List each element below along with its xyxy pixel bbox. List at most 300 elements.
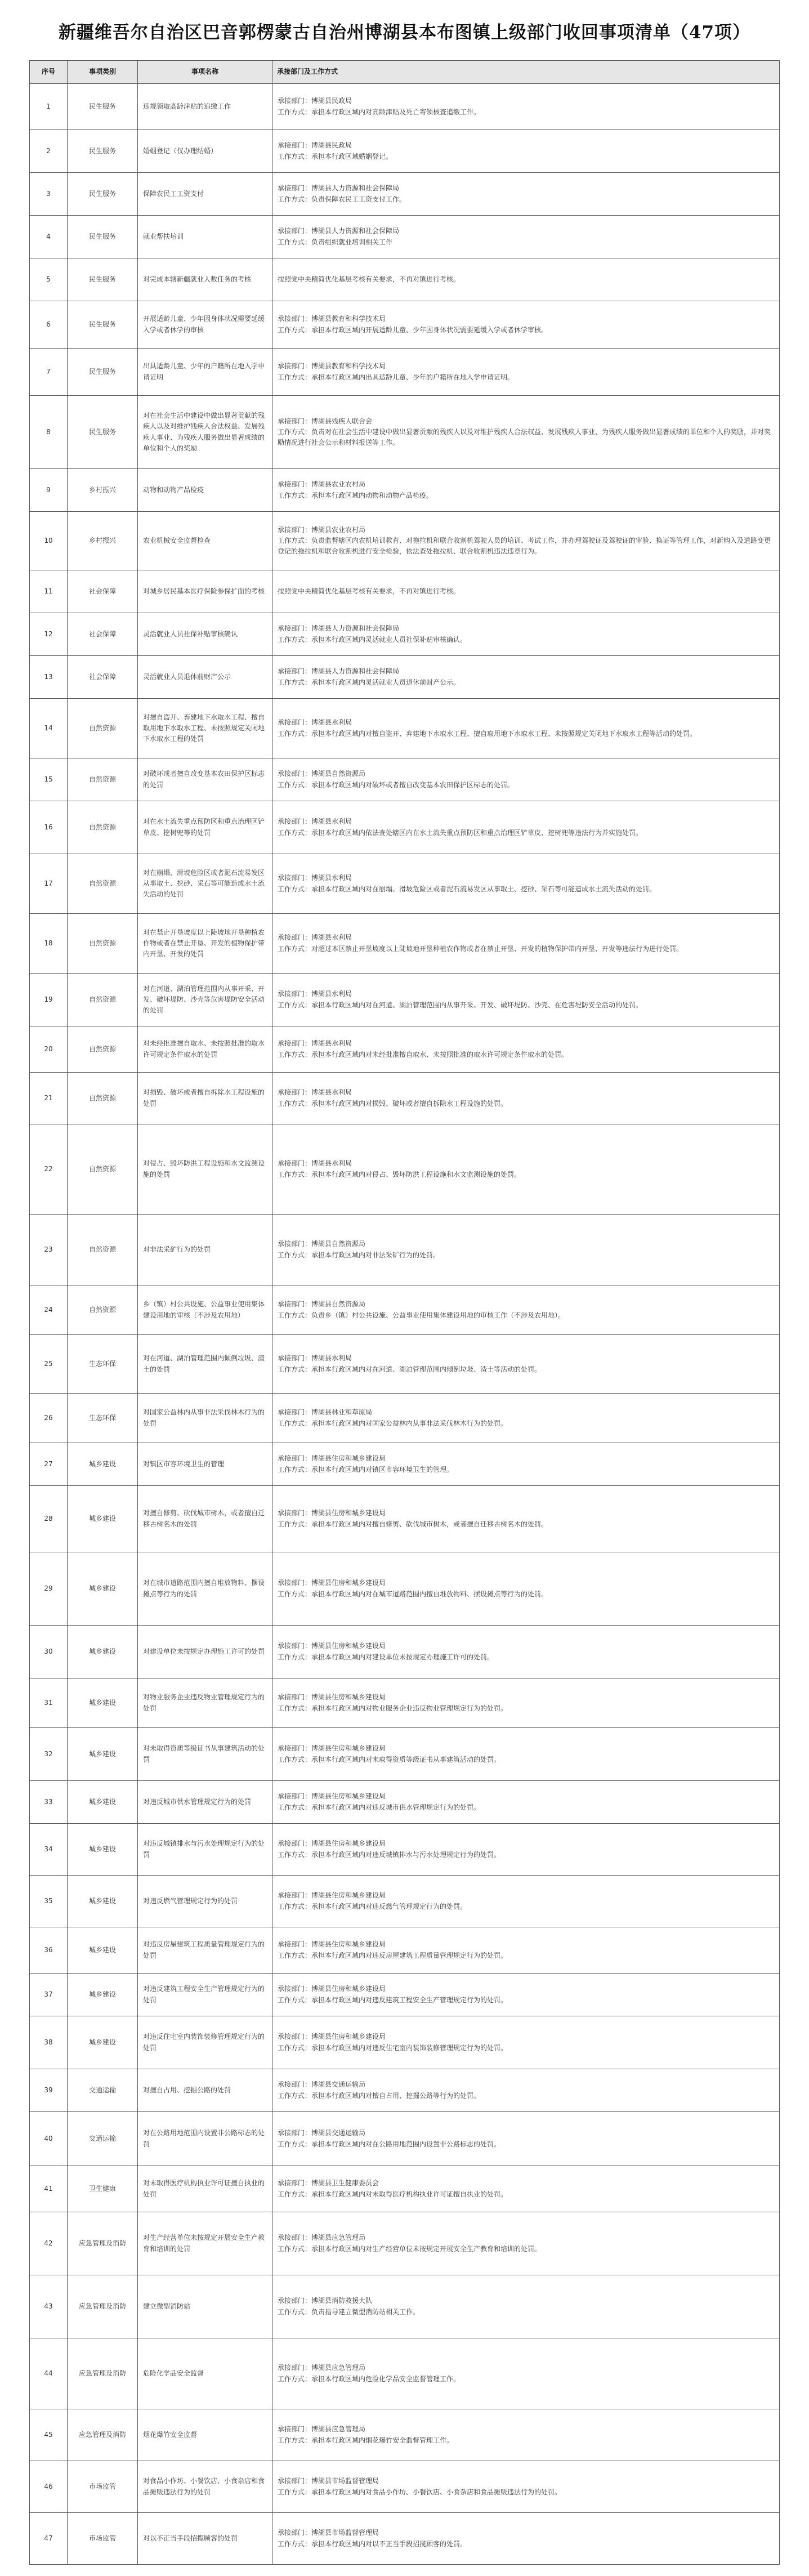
table-row	[30, 2016, 780, 2069]
row-category: 民生服务	[68, 130, 138, 173]
row-method: 工作方式：承担本行政区域内对国家公益林内从事非法采伐林木行为的处罚。	[278, 1419, 508, 1427]
row-dept-cell	[272, 2112, 780, 2166]
row-dept-cell	[272, 469, 780, 512]
row-dept-cell	[272, 1781, 780, 1824]
row-category: 交通运输	[68, 2112, 138, 2166]
row-category: 自然资源	[68, 1026, 138, 1073]
row-item-name: 危险化学品安全监督	[138, 2338, 272, 2409]
row-dept: 承接部门：博湖县住房和城乡建设局	[278, 1579, 386, 1587]
header-name: 事项名称	[138, 61, 272, 84]
row-method: 工作方式：承担本行政区域内灵活就业人员社保补贴审核确认。	[278, 635, 467, 644]
row-dept-cell	[272, 1285, 780, 1335]
row-number: 17	[30, 854, 68, 914]
row-number: 18	[30, 914, 68, 974]
row-category: 城乡建设	[68, 1552, 138, 1626]
table-header-row	[30, 61, 780, 84]
row-dept: 承接部门：博湖县住房和城乡建设局	[278, 2033, 386, 2041]
row-number: 13	[30, 656, 68, 699]
row-dept-cell	[272, 914, 780, 974]
row-method: 工作方式：承担本行政区域内对违反燃气管理规定行为的处罚。	[278, 1902, 467, 1910]
row-number: 30	[30, 1626, 68, 1678]
row-dept-cell	[272, 613, 780, 656]
row-dept: 承接部门：博湖县住房和城乡建设局	[278, 1840, 386, 1848]
row-category: 生态环保	[68, 1335, 138, 1394]
row-method: 工作方式：承担本行政区域婚姻登记。	[278, 152, 393, 160]
row-dept: 承接部门：博湖县民政局	[278, 97, 352, 105]
table-row	[30, 469, 780, 512]
row-dept: 承接部门：博湖县应急管理局	[278, 2425, 366, 2434]
row-number: 32	[30, 1728, 68, 1781]
row-dept: 承接部门：博湖县林业和草原局	[278, 1408, 373, 1417]
row-dept-cell	[272, 2513, 780, 2565]
row-category: 社会保障	[68, 570, 138, 613]
row-category: 民生服务	[68, 301, 138, 349]
row-dept-cell	[272, 301, 780, 349]
row-item-name: 对在城市道路范围内擅自堆放物料、摆设摊点等行为的处罚	[138, 1552, 272, 1626]
row-item-name: 对在河道、湖泊管理范围内倾倒垃圾、渣土的处罚	[138, 1335, 272, 1394]
row-number: 38	[30, 2016, 68, 2069]
table-row	[30, 1876, 780, 1927]
table-row	[30, 1781, 780, 1824]
row-dept: 承接部门：博湖县住房和城乡建设局	[278, 1744, 386, 1753]
row-dept: 承接部门：博湖县住房和城乡建设局	[278, 1509, 386, 1517]
row-category: 自然资源	[68, 801, 138, 854]
row-dept: 承接部门：博湖县水利局	[278, 1354, 352, 1363]
row-number: 8	[30, 396, 68, 469]
row-category: 城乡建设	[68, 1781, 138, 1824]
row-method: 工作方式：承担本行政区域内对在城市道路范围内擅自堆放物料、摆设摊点等行为的处罚。	[278, 1590, 548, 1598]
row-dept: 承接部门：博湖县住房和城乡建设局	[278, 1792, 386, 1801]
row-category: 自然资源	[68, 1285, 138, 1335]
row-dept-cell	[272, 1927, 780, 1974]
row-method: 按照党中央精简优化基层考核有关要求，不再对镇进行考核。	[278, 587, 461, 595]
row-method: 工作方式：承担本行政区域内对高龄津贴及死亡寄领核查追缴工作。	[278, 108, 481, 116]
row-method: 工作方式：承担本行政区域内对未取得医疗机构执业许可证擅自执业的处罚。	[278, 2190, 508, 2198]
table-row	[30, 84, 780, 130]
row-dept-cell	[272, 758, 780, 801]
row-method: 工作方式：承担本行政区域内开展适龄儿童、少年因身体状况需要延缓入学或者休学审核。	[278, 325, 548, 334]
row-number: 21	[30, 1073, 68, 1124]
row-category: 城乡建设	[68, 1974, 138, 2016]
row-dept: 承接部门：博湖县水利局	[278, 1088, 352, 1097]
table-row	[30, 1394, 780, 1443]
row-dept-cell	[272, 1394, 780, 1443]
row-number: 2	[30, 130, 68, 173]
row-dept: 承接部门：博湖县住房和城乡建设局	[278, 1642, 386, 1650]
row-dept: 承接部门：博湖县农业农村局	[278, 525, 366, 534]
row-dept-cell	[272, 2069, 780, 2112]
row-category: 应急管理及消防	[68, 2212, 138, 2275]
row-item-name: 婚姻登记（仅办理结婚）	[138, 130, 272, 173]
row-category: 民生服务	[68, 258, 138, 301]
row-number: 35	[30, 1876, 68, 1927]
table-row	[30, 512, 780, 570]
row-number: 26	[30, 1394, 68, 1443]
table-row	[30, 258, 780, 301]
row-category: 交通运输	[68, 2069, 138, 2112]
table-row	[30, 1026, 780, 1073]
row-dept-cell	[272, 854, 780, 914]
table-row	[30, 1552, 780, 1626]
table-row	[30, 2461, 780, 2513]
row-dept-cell	[272, 1215, 780, 1285]
row-dept-cell	[272, 1552, 780, 1626]
table-row	[30, 2409, 780, 2461]
row-method: 工作方式：承担本行政区域内对建设单位未按规定办理施工许可的处罚。	[278, 1653, 494, 1661]
row-number: 12	[30, 613, 68, 656]
row-item-name: 对物业服务企业违反物业管理规定行为的处罚	[138, 1678, 272, 1728]
row-number: 44	[30, 2338, 68, 2409]
table-row	[30, 2166, 780, 2212]
row-number: 7	[30, 349, 68, 396]
row-category: 城乡建设	[68, 1728, 138, 1781]
row-dept-cell	[272, 1073, 780, 1124]
table-row	[30, 2275, 780, 2338]
table-row	[30, 1285, 780, 1335]
row-method: 工作方式：承担本行政区域内对在河道、湖泊管理范围内从事开采、开发、破坏堤防、沙壳、在危害堤防安全活动的处罚。	[278, 1001, 643, 1009]
row-number: 23	[30, 1215, 68, 1285]
row-number: 41	[30, 2166, 68, 2212]
row-number: 36	[30, 1927, 68, 1974]
row-dept: 承接部门：博湖县人力资源和社会保障局	[278, 184, 400, 193]
table-row	[30, 974, 780, 1026]
row-item-name: 灵活就业人员退休前财产公示	[138, 656, 272, 699]
row-number: 11	[30, 570, 68, 613]
row-number: 29	[30, 1552, 68, 1626]
row-dept: 承接部门：博湖县人力资源和社会保障局	[278, 624, 400, 633]
row-item-name: 对国家公益林内从事非法采伐林木行为的处罚	[138, 1394, 272, 1443]
row-dept-cell	[272, 512, 780, 570]
row-method: 工作方式：承担本行政区域内对损毁、破坏或者擅自拆除水工程设施的处罚。	[278, 1099, 508, 1108]
row-category: 生态环保	[68, 1394, 138, 1443]
row-dept: 承接部门：博湖县住房和城乡建设局	[278, 1985, 386, 1993]
row-item-name: 对违反住宅室内装饰装修管理规定行为的处罚	[138, 2016, 272, 2069]
row-category: 卫生健康	[68, 2166, 138, 2212]
row-method: 工作方式：负责对在社会生活中建设中做出显著贡献的残疾人以及对维护残疾人合法权益、发展残疾人事业、为残疾人服务做出显著成绩的单位和个人的奖励，并对奖励情况进行社会公示和材料报送等工作。	[278, 427, 771, 447]
table-row	[30, 570, 780, 613]
table-row	[30, 1824, 780, 1876]
row-dept-cell	[272, 1026, 780, 1073]
row-category: 乡村振兴	[68, 512, 138, 570]
row-number: 4	[30, 216, 68, 258]
row-item-name: 对违反建筑工程安全生产管理规定行为的处罚	[138, 1974, 272, 2016]
row-category: 民生服务	[68, 84, 138, 130]
row-number: 34	[30, 1824, 68, 1876]
row-method: 工作方式：承担本行政区域内对未经批准擅自取水、未按照批准的取水许可规定条件取水的处罚。	[278, 1050, 569, 1059]
row-item-name: 对生产经营单位未按规定开展安全生产教育和培训的处罚	[138, 2212, 272, 2275]
items-table	[29, 60, 780, 2565]
row-item-name: 对违反房屋建筑工程质量管理规定行为的处罚	[138, 1927, 272, 1974]
row-method: 工作方式：承担本行政区域内动物和动物产品检疫。	[278, 491, 433, 499]
table-row	[30, 1728, 780, 1781]
row-number: 22	[30, 1124, 68, 1215]
row-dept-cell	[272, 2461, 780, 2513]
row-dept: 承接部门：博湖县自然资源局	[278, 1240, 366, 1248]
row-dept: 承接部门：博湖县民政局	[278, 141, 352, 150]
row-method: 工作方式：承担本行政区域内对违反建筑工程安全生产管理规定行为的处罚。	[278, 1995, 508, 2004]
row-dept-cell	[272, 1678, 780, 1728]
row-dept-cell	[272, 1335, 780, 1394]
row-item-name: 建立微型消防站	[138, 2275, 272, 2338]
row-dept: 承接部门：博湖县水利局	[278, 874, 352, 882]
row-category: 乡村振兴	[68, 469, 138, 512]
row-dept-cell	[272, 2016, 780, 2069]
row-dept-cell	[272, 1443, 780, 1486]
row-dept: 承接部门：博湖县应急管理局	[278, 2234, 366, 2242]
row-number: 25	[30, 1335, 68, 1394]
row-item-name: 对违反燃气管理规定行为的处罚	[138, 1876, 272, 1927]
row-number: 1	[30, 84, 68, 130]
row-dept-cell	[272, 1626, 780, 1678]
row-dept-cell	[272, 2409, 780, 2461]
row-number: 15	[30, 758, 68, 801]
row-dept: 承接部门：博湖县水利局	[278, 718, 352, 727]
row-dept-cell	[272, 2275, 780, 2338]
row-dept-cell	[272, 1974, 780, 2016]
row-item-name: 对在社会生活中建设中做出显著贡献的残疾人以及对维护残疾人合法权益、发展残疾人事业、为残疾人服务做出显著成绩的单位和个人的奖励	[138, 396, 272, 469]
row-number: 14	[30, 699, 68, 758]
header-dept: 承接部门及工作方式	[272, 61, 780, 84]
table-row	[30, 1486, 780, 1552]
table-row	[30, 301, 780, 349]
row-method: 工作方式：承担本行政区域内对在公路用地范围内设置非公路标志的处罚。	[278, 2140, 501, 2148]
row-dept-cell	[272, 1876, 780, 1927]
row-item-name: 灵活就业人员社保补贴审核确认	[138, 613, 272, 656]
row-method: 工作方式：承担本行政区域内对物业服务企业违反物业管理规定行为的处罚。	[278, 1704, 508, 1712]
row-number: 27	[30, 1443, 68, 1486]
row-dept: 承接部门：博湖县应急管理局	[278, 2364, 366, 2372]
row-item-name: 违规领取高龄津贴的追缴工作	[138, 84, 272, 130]
row-number: 19	[30, 974, 68, 1026]
row-dept: 承接部门：博湖县住房和城乡建设局	[278, 1454, 386, 1463]
row-dept: 承接部门：博湖县水利局	[278, 1039, 352, 1048]
row-method: 工作方式：承担本行政区域内对违反住宅室内装饰装修管理规定行为的处罚。	[278, 2043, 508, 2052]
row-method: 工作方式：承担本行政区域内出具适龄儿童、少年的户籍所在地入学申请证明。	[278, 373, 515, 381]
row-item-name: 烟花爆竹安全监督	[138, 2409, 272, 2461]
row-method: 工作方式：负责保障农民工工资支付工作。	[278, 195, 406, 203]
row-dept-cell	[272, 173, 780, 216]
row-category: 城乡建设	[68, 2016, 138, 2069]
row-category: 城乡建设	[68, 1678, 138, 1728]
row-item-name: 对擅自修剪、砍伐城市树木，或者擅自迁移古树名木的处罚	[138, 1486, 272, 1552]
row-number: 46	[30, 2461, 68, 2513]
row-item-name: 对侵占、毁坏防洪工程设施和水文监测设施的处罚	[138, 1124, 272, 1215]
row-category: 自然资源	[68, 854, 138, 914]
row-dept-cell	[272, 1124, 780, 1215]
row-item-name: 对破坏或者擅自改变基本农田保护区标志的处罚	[138, 758, 272, 801]
row-number: 5	[30, 258, 68, 301]
row-dept: 承接部门：博湖县市场监督管理局	[278, 2477, 379, 2485]
table-row	[30, 396, 780, 469]
table-row	[30, 1927, 780, 1974]
row-dept-cell	[272, 801, 780, 854]
row-method: 工作方式：承担本行政区域内对食品小作坊、小餐饮店、小食杂店和食品摊贩违法行为的处罚。	[278, 2488, 562, 2496]
row-item-name: 出具适龄儿童、少年的户籍所在地入学申请证明	[138, 349, 272, 396]
row-category: 民生服务	[68, 216, 138, 258]
row-dept-cell	[272, 1486, 780, 1552]
row-dept: 承接部门：博湖县水利局	[278, 1159, 352, 1168]
row-dept-cell	[272, 2212, 780, 2275]
row-dept: 承接部门：博湖县交通运输局	[278, 2129, 366, 2137]
row-category: 城乡建设	[68, 1876, 138, 1927]
table-row	[30, 1073, 780, 1124]
row-category: 城乡建设	[68, 1927, 138, 1974]
row-dept-cell	[272, 349, 780, 396]
row-number: 10	[30, 512, 68, 570]
row-number: 28	[30, 1486, 68, 1552]
row-dept: 承接部门：博湖县教育和科学技术局	[278, 315, 386, 323]
row-category: 市场监管	[68, 2461, 138, 2513]
row-item-name: 对建设单位未按规定办理施工许可的处罚	[138, 1626, 272, 1678]
row-item-name: 对在水土流失重点预防区和重点治理区铲草皮、挖树兜等的处罚	[138, 801, 272, 854]
row-item-name: 对在公路用地范围内设置非公路标志的处罚	[138, 2112, 272, 2166]
row-item-name: 对城乡居民基本医疗保险参保扩面的考核	[138, 570, 272, 613]
row-number: 43	[30, 2275, 68, 2338]
table-row	[30, 854, 780, 914]
row-item-name: 对食品小作坊、小餐饮店、小食杂店和食品摊贩违法行为的处罚	[138, 2461, 272, 2513]
row-dept: 承接部门：博湖县农业农村局	[278, 480, 366, 489]
row-item-name: 对擅自占用、挖掘公路的处罚	[138, 2069, 272, 2112]
row-dept-cell	[272, 396, 780, 469]
row-dept: 承接部门：博湖县住房和城乡建设局	[278, 1891, 386, 1900]
table-row	[30, 2112, 780, 2166]
row-category: 自然资源	[68, 974, 138, 1026]
row-method: 工作方式：负责组织就业培训相关工作	[278, 238, 393, 246]
row-dept-cell	[272, 1824, 780, 1876]
row-item-name: 对擅自盗开、弃建地下水取水工程、擅自取用地下水取水工程、未按照规定关闭地下水取水工程的处罚	[138, 699, 272, 758]
row-item-name: 对以不正当手段招揽顾客的处罚	[138, 2513, 272, 2565]
row-item-name: 就业帮扶培训	[138, 216, 272, 258]
row-method: 工作方式：对超过本区禁止开垦坡度以上陡坡地开垦种植农作物或者在禁止开垦、开发的植物保护带内开垦、开发等违法行为进行处罚。	[278, 944, 683, 953]
row-dept: 承接部门：博湖县人力资源和社会保障局	[278, 667, 400, 676]
row-category: 应急管理及消防	[68, 2275, 138, 2338]
row-category: 自然资源	[68, 914, 138, 974]
row-number: 16	[30, 801, 68, 854]
row-method: 工作方式：承担本行政区域内对破坏或者擅自改变基本农田保护区标志的处罚。	[278, 780, 515, 789]
row-method: 工作方式：承担本行政区域内对侵占、毁坏防洪工程设施和水文监测设施的处罚。	[278, 1170, 521, 1178]
row-dept-cell	[272, 84, 780, 130]
row-method: 按照党中央精简优化基层考核有关要求，不再对镇进行考核。	[278, 275, 461, 283]
row-item-name: 乡（镇）村公共设施、公益事业使用集体建设用地的审核（不涉及农用地）	[138, 1285, 272, 1335]
row-item-name: 对未取得资质等级证书从事建筑活动的处罚	[138, 1728, 272, 1781]
table-row	[30, 1335, 780, 1394]
row-category: 城乡建设	[68, 1626, 138, 1678]
row-dept: 承接部门：博湖县教育和科学技术局	[278, 362, 386, 370]
table-row	[30, 2338, 780, 2409]
table-row	[30, 613, 780, 656]
table-row	[30, 130, 780, 173]
row-dept-cell	[272, 570, 780, 613]
row-method: 工作方式：承担本行政区域内对擅自盗开、弃建地下水取水工程、擅自取用地下水取水工程、未按照规定关闭地下水取水工程等活动的处罚。	[278, 729, 697, 738]
row-category: 市场监管	[68, 2513, 138, 2565]
row-dept-cell	[272, 258, 780, 301]
row-dept-cell	[272, 1728, 780, 1781]
row-item-name: 对在河道、湖泊管理范围内从事开采、开发、破坏堤防、沙壳等危害堤防安全活动的处罚	[138, 974, 272, 1026]
row-category: 社会保障	[68, 613, 138, 656]
row-method: 工作方式：负责指导建立微型消防站相关工作。	[278, 2307, 420, 2316]
row-method: 工作方式：承担本行政区域内对生产经营单位未按规定开展安全生产教育和培训的处罚。	[278, 2244, 542, 2253]
row-method: 工作方式：承担本行政区域内对违反城市供水管理规定行为的处罚。	[278, 1803, 481, 1811]
row-dept-cell	[272, 974, 780, 1026]
row-item-name: 动物和动物产品检疫	[138, 469, 272, 512]
row-number: 3	[30, 173, 68, 216]
row-category: 民生服务	[68, 173, 138, 216]
table-body	[30, 84, 780, 2565]
row-number: 6	[30, 301, 68, 349]
row-method: 工作方式：承担本行政区域内对违反城镇排水与污水处理规定行为的处罚。	[278, 1850, 501, 1859]
header-category: 事项类别	[68, 61, 138, 84]
row-dept-cell	[272, 130, 780, 173]
row-method: 工作方式：承担本行政区域内烟花爆竹安全监督管理工作。	[278, 2436, 454, 2444]
row-item-name: 对未经批准擅自取水、未按照批准的取水许可规定条件取水的处罚	[138, 1026, 272, 1073]
row-category: 城乡建设	[68, 1443, 138, 1486]
row-method: 工作方式：承担本行政区域内对非法采矿行为的处罚。	[278, 1251, 440, 1259]
row-dept-cell	[272, 216, 780, 258]
row-dept-cell	[272, 2338, 780, 2409]
page-title: 新疆维吾尔自治区巴音郭楞蒙古自治州博湖县本布图镇上级部门收回事项清单（47项）	[58, 23, 751, 43]
row-method: 工作方式：承担本行政区域内危险化学品安全监督管理工作。	[278, 2374, 461, 2383]
row-item-name: 对非法采矿行为的处罚	[138, 1215, 272, 1285]
row-item-name: 对违反城市供水管理规定行为的处罚	[138, 1781, 272, 1824]
row-method: 工作方式：承担本行政区域内灵活就业人员退休前财产公示。	[278, 678, 461, 686]
row-category: 自然资源	[68, 1124, 138, 1215]
table-row	[30, 2069, 780, 2112]
row-item-name: 对完成本辖新疆就业人数任务的考核	[138, 258, 272, 301]
row-category: 自然资源	[68, 758, 138, 801]
row-item-name: 对未取得医疗机构执业许可证擅自执业的处罚	[138, 2166, 272, 2212]
row-method: 工作方式：承担本行政区域内对擅自占用、挖掘公路等行为的处罚。	[278, 2091, 481, 2100]
table-row	[30, 2212, 780, 2275]
row-dept: 承接部门：博湖县水利局	[278, 990, 352, 998]
table-row	[30, 216, 780, 258]
table-row	[30, 656, 780, 699]
row-method: 工作方式：承担本行政区域内依法查处辖区内在水土流失重点预防区和重点治理区铲草皮、挖树兜等违法行为并实施处罚。	[278, 828, 643, 837]
table-row	[30, 1215, 780, 1285]
row-method: 工作方式：承担本行政区域内对以不正当手段招揽顾客的处罚。	[278, 2539, 467, 2548]
row-method: 工作方式：负责乡（镇）村公共设施、公益事业使用集体建设用地的审核工作（不涉及农用地）。	[278, 1311, 565, 1319]
row-method: 工作方式：承担本行政区域内对未取得资质等级证书从事建筑活动的处罚。	[278, 1755, 501, 1764]
row-category: 城乡建设	[68, 1824, 138, 1876]
row-dept: 承接部门：博湖县交通运输局	[278, 2081, 366, 2089]
row-category: 自然资源	[68, 699, 138, 758]
row-dept: 承接部门：博湖县水利局	[278, 818, 352, 826]
row-item-name: 对镇区市容环境卫生的管理	[138, 1443, 272, 1486]
row-category: 社会保障	[68, 656, 138, 699]
row-number: 31	[30, 1678, 68, 1728]
row-number: 20	[30, 1026, 68, 1073]
header-no: 序号	[30, 61, 68, 84]
row-method: 工作方式：负责监督辖区内农机培训教育、对拖拉机和联合收割机驾驶人员的培训、考试工作，并办理驾驶证及驾驶证的审验、换证等管理工作，对新购入及道路变更登记的拖拉机和联合收割机进行安全检验，依法查处拖拉机、联合收割机违法违章行为。	[278, 536, 771, 556]
row-category: 应急管理及消防	[68, 2338, 138, 2409]
row-item-name: 保障农民工工资支付	[138, 173, 272, 216]
row-category: 城乡建设	[68, 1486, 138, 1552]
row-method: 工作方式：承担本行政区域内对擅自修剪、砍伐城市树木，或者擅自迁移古树名木的处罚。	[278, 1520, 548, 1528]
row-dept-cell	[272, 2166, 780, 2212]
row-category: 自然资源	[68, 1073, 138, 1124]
row-dept: 承接部门：博湖县住房和城乡建设局	[278, 1940, 386, 1949]
table-row	[30, 1443, 780, 1486]
table-row	[30, 1626, 780, 1678]
row-item-name: 农业机械安全监督检查	[138, 512, 272, 570]
row-category: 应急管理及消防	[68, 2409, 138, 2461]
row-dept: 承接部门：博湖县自然资源局	[278, 1300, 366, 1309]
row-category: 民生服务	[68, 396, 138, 469]
table-row	[30, 699, 780, 758]
row-dept: 承接部门：博湖县残疾人联合会	[278, 417, 373, 425]
row-number: 24	[30, 1285, 68, 1335]
row-number: 47	[30, 2513, 68, 2565]
row-dept-cell	[272, 699, 780, 758]
